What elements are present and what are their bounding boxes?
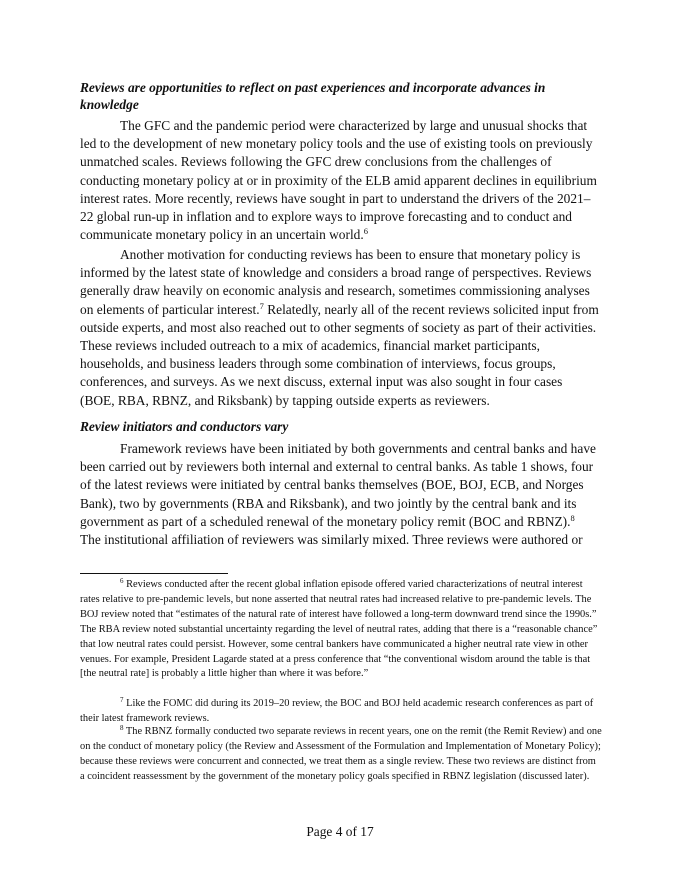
paragraph-text-b: Relatedly, nearly all of the recent reviews solicited input from outside experts, and most also reached out to other segments of society as part of their activities. These reviews included outreach to a mix of academics, financial market participants, households, and business leaders through some combination of interviews, focus groups, conferences, and surveys. As we next discuss, external input was also sought in four cases (BOE, RBA, RBNZ, and Riksbank) by tapping outside experts as reviewers. [80, 301, 599, 408]
footnote-number: 8 [120, 724, 124, 732]
footnote-6 [80, 578, 602, 682]
section-heading-reviews-opportunities: Reviews are opportunities to reflect on past experiences and incorporate advances in knowledge [80, 80, 546, 112]
paragraph-text-a: Another motivation for conducting reviews has been to ensure that monetary policy is informed by the latest state of knowledge and considers a broad range of perspectives. Reviews generally draw heavily on economic analysis and research, sometimes commissioning analyses on elements of particular interest. [80, 247, 592, 317]
footnote-ref-6[interactable]: 6 [363, 226, 368, 237]
paragraph-motivation [80, 246, 600, 410]
footnote-divider [80, 573, 228, 574]
footnote-number: 7 [120, 696, 124, 704]
footnote-ref-8[interactable]: 8 [570, 512, 575, 523]
footnote-7 [80, 697, 602, 727]
footnote-8 [80, 725, 602, 785]
paragraph-text-a: Framework reviews have been initiated by both governments and central banks and have been carried out by reviewers both internal and external to central banks. As table 1 shows, four of the latest reviews were initiated by central banks themselves (BOE, BOJ, ECB, and Norges Bank), two by governments (RBA and Riksbank), and two jointly by the central bank and its government as part of a scheduled renewal of the monetary policy remit (BOC and RBNZ). [80, 441, 596, 529]
paragraph-text: The GFC and the pandemic period were characterized by large and unusual shocks that led to the development of new monetary policy tools and the use of existing tools on previously unmatched scales. Reviews following the GFC drew conclusions from the challenges of conducting monetary policy at or in proximity of the ELB amid apparent declines in equilibrium interest rates. More recently, reviews have sought in part to understand the drivers of the 2021–22 global run-up in inflation and to explore ways to improve forecasting and to conduct and communicate monetary policy in an uncertain world. [80, 118, 597, 243]
footnote-number: 6 [120, 577, 124, 585]
footnote-text: Reviews conducted after the recent global inflation episode offered varied characterizations of neutral interest rates relative to pre-pandemic levels, but none asserted that neutral rates had increased relative to pre-pandemic levels. The BOJ review noted that “estimates of the natural rate of interest have followed a long-term downward trend since the 1990s.” The RBA review noted substantial uncertainty regarding the level of neutral rates, adding that there is a “reasonable chance” that low neutral rates could persist. However, some central bankers have communicated a higher neutral rate view in other venues. For example, President Lagarde stated at a press conference that “the conventional wisdom around the table is that [the neutral rate] is probably a little higher than where it was before.” [80, 579, 598, 680]
section-heading-review-initiators: Review initiators and conductors vary [80, 419, 289, 434]
paragraph-gfc-pandemic [80, 117, 600, 244]
paragraph-framework-reviews [80, 440, 600, 549]
footnote-text: Like the FOMC did during its 2019–20 review, the BOC and BOJ held academic research conferences as part of their latest framework reviews. [80, 698, 594, 724]
footnote-text: The RBNZ formally conducted two separate reviews in recent years, one on the remit (the Remit Review) and one on the conduct of monetary policy (the Review and Assessment of the Formulation and Implementation of Monetary Policy); because these reviews were concurrent and connected, we treat them as a single review. These two reviews are distinct from a coincident reassessment by the government of the monetary policy goals specified in RBNZ legislation (discussed later). [80, 726, 602, 782]
paragraph-text-b: The institutional affiliation of reviewers was similarly mixed. Three reviews were authored or [80, 532, 583, 548]
footnote-ref-7[interactable]: 7 [259, 300, 264, 311]
page-number: Page 4 of 17 [306, 824, 374, 839]
